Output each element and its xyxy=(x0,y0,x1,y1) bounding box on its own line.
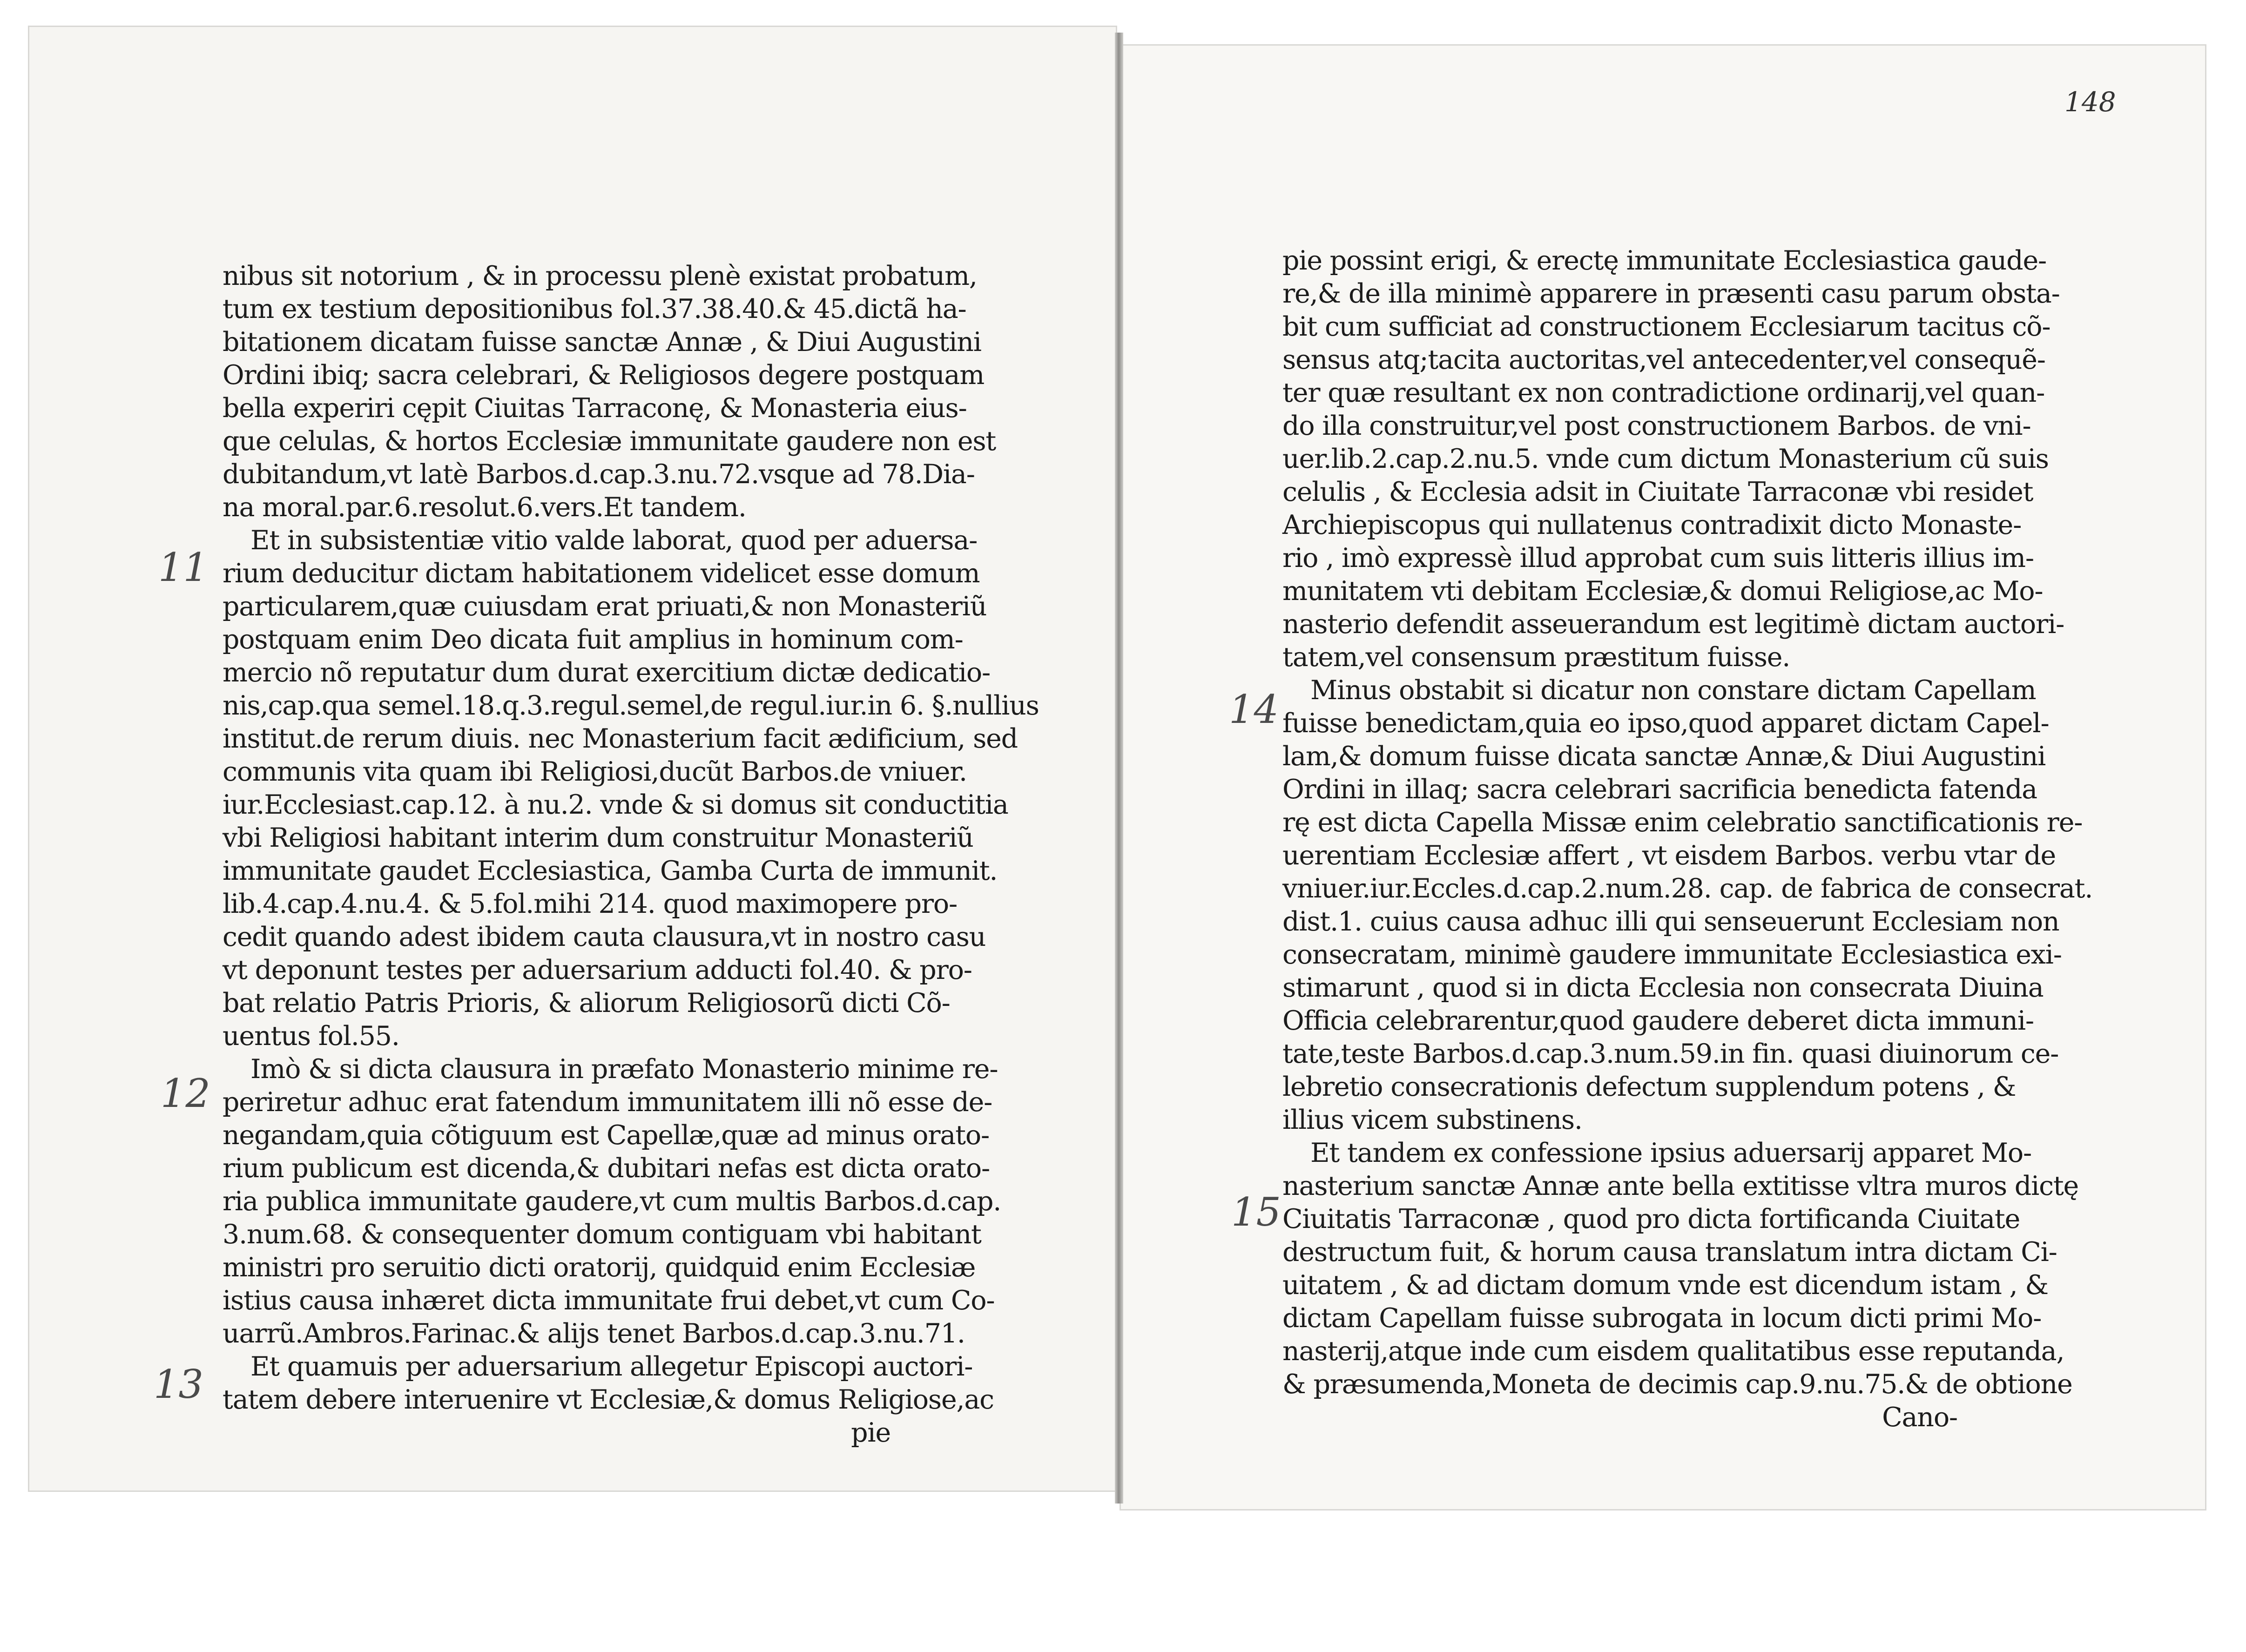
text-line: sensus atq;tacita auctoritas,vel antecedenter,vel consequẽ- xyxy=(1282,344,2045,375)
text-line: periretur adhuc erat fatendum immunitatem illi nõ esse de- xyxy=(223,1087,992,1118)
margin-note-13: 13 xyxy=(154,1362,203,1407)
left-page-text xyxy=(223,260,1039,1450)
text-line: Et in subsistentiæ vitio valde laborat, quod per aduersa- xyxy=(250,525,978,556)
text-line: cedit quando adest ibidem cauta clausura,vt in nostro casu xyxy=(223,922,986,952)
text-line: destructum fuit, & horum causa translatum intra dictam Ci- xyxy=(1282,1237,2057,1268)
text-line: vniuer.iur.Eccles.d.cap.2.num.28. cap. de fabrica de consecrat. xyxy=(1282,873,2093,904)
text-line: iur.Ecclesiast.cap.12. à nu.2. vnde & si domus sit conductitia xyxy=(223,789,1008,820)
text-line: Ciuitatis Tarraconæ , quod pro dicta fortificanda Ciuitate xyxy=(1282,1204,2020,1234)
text-line: fuisse benedictam,quia eo ipso,quod apparet dictam Capel- xyxy=(1282,708,2049,739)
text-line: particularem,quæ cuiusdam erat priuati,& non Monasteriũ xyxy=(223,591,987,622)
text-line: stimarunt , quod si in dicta Ecclesia non consecrata Diuina xyxy=(1282,972,2044,1003)
margin-note-11: 11 xyxy=(158,545,208,590)
text-line: que celulas, & hortos Ecclesiæ immunitate gaudere non est xyxy=(223,426,996,457)
text-line: na moral.par.6.resolut.6.vers.Et tandem. xyxy=(223,492,746,523)
text-line: istius causa inhæret dicta immunitate frui debet,vt cum Co- xyxy=(223,1285,995,1316)
text-line: uentus fol.55. xyxy=(223,1021,399,1052)
text-line: tatem debere interuenire vt Ecclesiæ,& domus Religiose,ac xyxy=(223,1384,994,1415)
text-line: rium deducitur dictam habitationem videlicet esse domum xyxy=(223,558,980,589)
text-line: Imò & si dicta clausura in præfato Monasterio minime re- xyxy=(250,1054,998,1085)
text-line: uerentiam Ecclesiæ affert , vt eisdem Barbos. verbu vtar de xyxy=(1282,840,2056,871)
text-line: tate,teste Barbos.d.cap.3.num.59.in fin. quasi diuinorum ce- xyxy=(1282,1038,2059,1069)
text-line: bat relatio Patris Prioris, & aliorum Religiosorũ dicti Cõ- xyxy=(223,988,950,1018)
text-line: nasterio defendit asseuerandum est legitimè dictam auctori- xyxy=(1282,609,2064,640)
margin-note-14: 14 xyxy=(1229,687,1279,732)
text-line: institut.de rerum diuis. nec Monasterium facit ædificium, sed xyxy=(223,723,1018,754)
text-line: vt deponunt testes per aduersarium adducti fol.40. & pro- xyxy=(223,955,972,985)
text-line: tatem,vel consensum præstitum fuisse. xyxy=(1282,642,1790,673)
text-line: postquam enim Deo dicata fuit amplius in hominum com- xyxy=(223,624,963,655)
margin-note-12: 12 xyxy=(161,1071,210,1116)
text-line: rio , imò expressè illud approbat cum suis litteris illius im- xyxy=(1282,543,2034,573)
text-line: uarrũ.Ambros.Farinac.& alijs tenet Barbos.d.cap.3.nu.71. xyxy=(223,1318,965,1349)
text-line: nis,cap.qua semel.18.q.3.regul.semel,de regul.iur.in 6. §.nullius xyxy=(223,690,1039,721)
text-line: bit cum sufficiat ad constructionem Ecclesiarum tacitus cõ- xyxy=(1282,311,2050,342)
text-line: lib.4.cap.4.nu.4. & 5.fol.mihi 214. quod maximopere pro- xyxy=(223,889,958,919)
text-line: vbi Religiosi habitant interim dum construitur Monasteriũ xyxy=(223,823,973,853)
text-line: Minus obstabit si dicatur non constare dictam Capellam xyxy=(1310,675,2036,706)
text-line: uer.lib.2.cap.2.nu.5. vnde cum dictum Monasterium cũ suis xyxy=(1282,444,2049,474)
text-line: 3.num.68. & consequenter domum contiguam vbi habitant xyxy=(223,1219,981,1250)
text-line: re,& de illa minimè apparere in præsenti casu parum obsta- xyxy=(1282,278,2060,309)
catchword: Cano- xyxy=(1882,1402,1957,1433)
text-line: do illa construitur,vel post constructionem Barbos. de vni- xyxy=(1282,411,2031,441)
text-line: uitatem , & ad dictam domum vnde est dicendum istam , & xyxy=(1282,1270,2048,1301)
text-line: negandam,quia cõtiguum est Capellæ,quæ ad minus orato- xyxy=(223,1120,990,1151)
text-line: consecratam, minimè gaudere immunitate Ecclesiastica exi- xyxy=(1282,939,2062,970)
right-page-text xyxy=(1282,244,2093,1434)
margin-note-15: 15 xyxy=(1231,1189,1281,1235)
text-line: dist.1. cuius causa adhuc illi qui senseuerunt Ecclesiam non xyxy=(1282,906,2059,937)
text-line: ministri pro seruitio dicti oratorij, quidquid enim Ecclesiæ xyxy=(223,1252,976,1283)
text-line: illius vicem substinens. xyxy=(1282,1105,1582,1135)
text-line: Officia celebrarentur,quod gaudere deberet dicta immuni- xyxy=(1282,1005,2034,1036)
text-line: munitatem vti debitam Ecclesiæ,& domui Religiose,ac Mo- xyxy=(1282,576,2043,607)
text-line: bitationem dicatam fuisse sanctæ Annæ , & Diui Augustini xyxy=(223,327,981,357)
text-line: Ordini in illaq; sacra celebrari sacrificia benedicta fatenda xyxy=(1282,774,2037,805)
text-line: Et quamuis per aduersarium allegetur Episcopi auctori- xyxy=(250,1351,973,1382)
text-line: ria publica immunitate gaudere,vt cum multis Barbos.d.cap. xyxy=(223,1186,1001,1217)
text-line: rę est dicta Capella Missæ enim celebratio sanctificationis re- xyxy=(1282,807,2083,838)
text-line: mercio nõ reputatur dum durat exercitium dictæ dedicatio- xyxy=(223,657,991,688)
text-line: dictam Capellam fuisse subrogata in locum dicti primi Mo- xyxy=(1282,1303,2042,1334)
text-line: Et tandem ex confessione ipsius aduersarij apparet Mo- xyxy=(1310,1138,2032,1168)
text-line: Ordini ibiq; sacra celebrari, & Religiosos degere postquam xyxy=(223,360,985,391)
text-line: lebretio consecrationis defectum supplendum potens , & xyxy=(1282,1072,2016,1102)
text-line: & præsumenda,Moneta de decimis cap.9.nu.75.& de obtione xyxy=(1282,1369,2072,1400)
text-line: immunitate gaudet Ecclesiastica, Gamba Curta de immunit. xyxy=(223,856,998,886)
text-line: nasterium sanctæ Annæ ante bella extitisse vltra muros dictę xyxy=(1282,1171,2079,1201)
text-line: tum ex testium depositionibus fol.37.38.40.& 45.dictã ha- xyxy=(223,294,966,324)
text-line: rium publicum est dicenda,& dubitari nefas est dicta orato- xyxy=(223,1153,990,1184)
folio-number: 148 xyxy=(2064,86,2116,118)
text-line: lam,& domum fuisse dicata sanctæ Annæ,& Diui Augustini xyxy=(1282,741,2046,772)
text-line: dubitandum,vt latè Barbos.d.cap.3.nu.72.vsque ad 78.Dia- xyxy=(223,459,975,490)
text-line: nasterij,atque inde cum eisdem qualitatibus esse reputanda, xyxy=(1282,1336,2064,1367)
catchword: pie xyxy=(851,1417,890,1448)
text-line: communis vita quam ibi Religiosi,ducũt Barbos.de vniuer. xyxy=(223,756,967,787)
book-gutter xyxy=(1115,33,1123,1504)
text-line: pie possint erigi, & erectę immunitate Ecclesiastica gaude- xyxy=(1282,245,2047,276)
text-line: Archiepiscopus qui nullatenus contradixit dicto Monaste- xyxy=(1282,510,2022,540)
text-line: nibus sit notorium , & in processu plenè existat probatum, xyxy=(223,261,977,291)
text-line: ter quæ resultant ex non contradictione ordinarij,vel quan- xyxy=(1282,378,2045,408)
text-line: celulis , & Ecclesia adsit in Ciuitate Tarraconæ vbi residet xyxy=(1282,477,2033,507)
text-line: bella experiri cępit Ciuitas Tarraconę, & Monasteria eius- xyxy=(223,393,967,424)
